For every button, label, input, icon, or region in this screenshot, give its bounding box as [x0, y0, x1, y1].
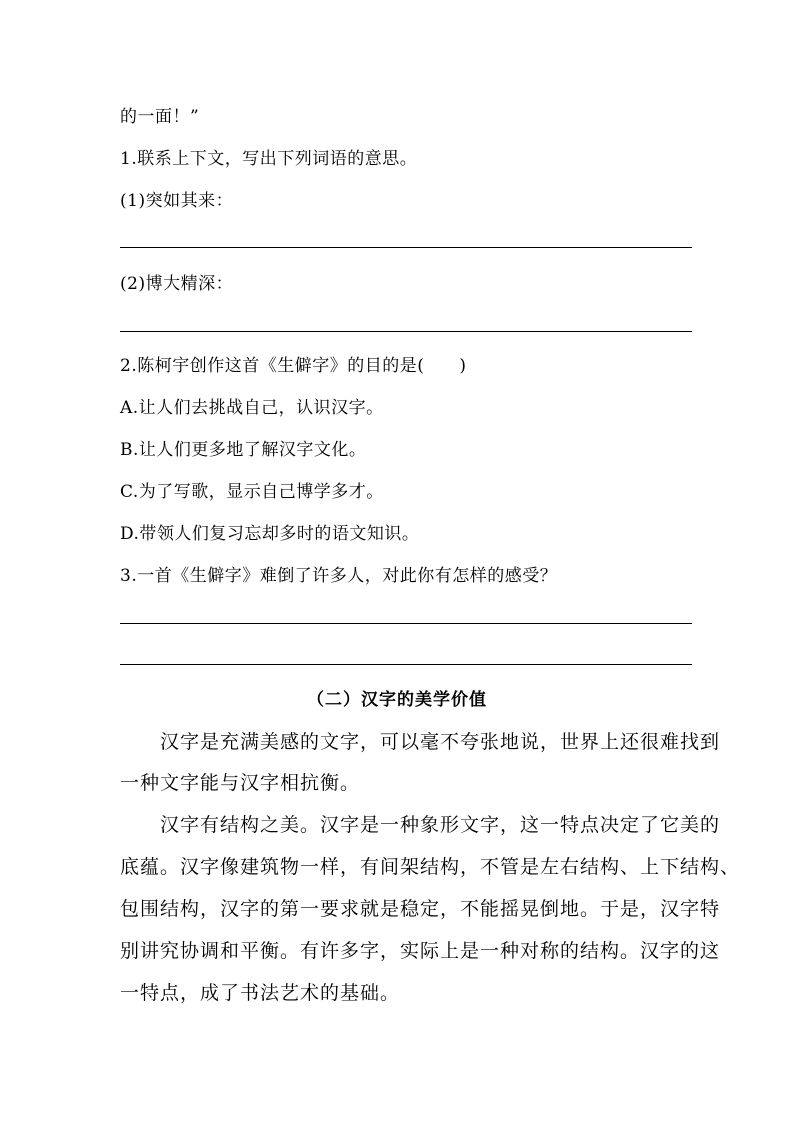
option-d: D.带领人们复习忘却多时的语文知识。: [120, 524, 420, 544]
paragraph-2-line-5: 一特点，成了书法艺术的基础。: [120, 982, 401, 1004]
question-1-item-2: (2)博大精深：: [120, 274, 234, 294]
paragraph-1-line-1: 汉字是充满美感的文字，可以毫不夸张地说，世界上还很难找到: [120, 731, 721, 753]
question-1-item-1: (1)突如其来：: [120, 191, 234, 211]
paragraph-2-line-2: 底蕴。汉字像建筑物一样，有间架结构，不管是左右结构、上下结构、: [120, 856, 741, 878]
continuation-text: 的一面！”: [120, 107, 200, 127]
paragraph-2-line-4: 别讲究协调和平衡。有许多字，实际上是一种对称的结构。汉字的这: [120, 940, 721, 962]
question-1: 1.联系上下文，写出下列词语的意思。: [120, 149, 418, 169]
option-c: C.为了写歌，显示自己博学多才。: [120, 482, 384, 502]
question-2: 2.陈柯宇创作这首《生僻字》的目的是( ): [120, 356, 467, 376]
answer-line-1-2[interactable]: [120, 331, 692, 332]
answer-line-1-1[interactable]: [120, 247, 692, 248]
paragraph-2-line-1: 汉字有结构之美。汉字是一种象形文字，这一特点决定了它美的: [120, 814, 721, 836]
answer-line-3-1[interactable]: [120, 623, 692, 624]
option-b: B.让人们更多地了解汉字文化。: [120, 440, 367, 460]
option-a: A.让人们去挑战自己，认识汉字。: [120, 398, 384, 418]
paragraph-2-line-3: 包围结构，汉字的第一要求就是稳定，不能摇晃倒地。于是，汉字特: [120, 898, 721, 920]
answer-line-3-2[interactable]: [120, 664, 692, 665]
section-title: （二）汉字的美学价值: [307, 690, 487, 710]
paragraph-1-line-2: 一种文字能与汉字相抗衡。: [120, 772, 361, 794]
question-3: 3.一首《生僻字》难倒了许多人，对此你有怎样的感受？: [120, 566, 558, 586]
